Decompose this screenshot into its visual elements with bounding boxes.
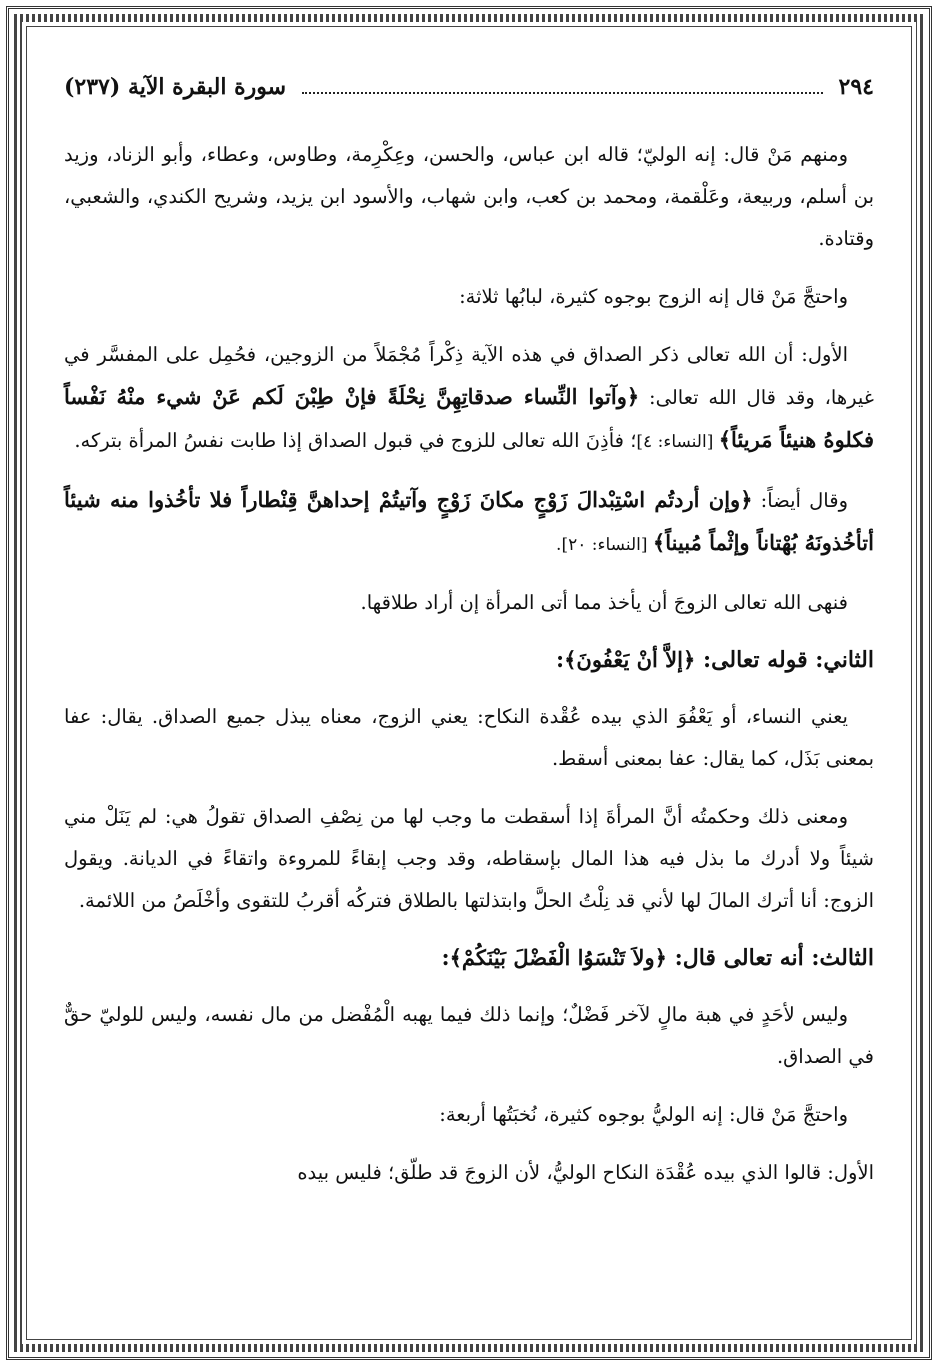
quran-verse: ﴿ولاَ تَنْسَوُا الْفَضْلَ بَيْنَكُمْ﴾ xyxy=(449,945,667,970)
text: الأول: أن الله تعالى ذكر الصداق في هذه الآية ذِكْراً مُجْمَلاً من الزوجين، فحُمِل على المفسَّر في غيرها، وقد قال الله تعالى: xyxy=(64,343,874,409)
heading-end: : xyxy=(556,647,565,673)
section-heading xyxy=(64,640,874,680)
running-title: سورة البقرة الآية (٢٣٧) xyxy=(64,74,287,100)
paragraph: واحتجَّ مَنْ قال إنه الزوج بوجوه كثيرة، لبابُها ثلاثة: xyxy=(459,285,848,308)
text: وقال أيضاً: xyxy=(752,489,848,512)
paragraph: ومنهم مَنْ قال: إنه الوليّ؛ قاله ابن عباس، والحسن، وعِكْرِمة، وطاوس، وعطاء، وأبو الزناد، وزيد بن أسلم، وربيعة، وعَلْقمة، ومحمد بن كعب، وابن شهاب، والأسود ابن يزيد، وشريح الكندي، والشعبي، وقتادة. xyxy=(64,143,874,250)
text: ؛ فأذِنَ الله تعالى للزوج في قبول الصداق إذا طابت نفسُ المرأة بتركه. xyxy=(74,429,637,452)
page-content xyxy=(64,74,874,1326)
running-head xyxy=(64,74,874,100)
quran-verse: ﴿إلاَّ أنْ يَعْفُونَ﴾ xyxy=(564,647,696,672)
quran-verse: ﴿وآتوا النِّساء صدقاتِهِنَّ نِحْلَةً فإنْ طِبْنَ لَكم عَنْ شيء منْهُ نَفْساً فكلوهُ هنيئاً مَريئاً﴾ xyxy=(64,384,874,452)
paragraph: وليس لأحَدٍ في هبة مالٍ لآخر فَضْلٌ؛ وإنما ذلك فيما يهبه الْمُفْضل من مال نفسه، وليس للوليّ حقٌّ في الصداق. xyxy=(64,1003,874,1068)
paragraph xyxy=(64,334,874,463)
paragraph xyxy=(64,479,874,566)
quran-verse: ﴿وإن أردتُم اسْتِبْدالَ زَوْجٍ مكانَ زَوْجٍ وآتيتُمْ إحداهنَّ قِنْطاراً فلا تأخُذوا منه شيئاً أتأخُذونَهُ بُهْتاناً وإثْماً مُبيناً﴾ xyxy=(64,487,874,555)
paragraph: الأول: قالوا الذي بيده عُقْدَة النكاح الوليُّ، لأن الزوجَ قد طلّق؛ فليس بيده xyxy=(297,1161,874,1184)
section-heading xyxy=(64,938,874,978)
verse-reference: [النساء: ٤] xyxy=(636,432,719,452)
verse-reference: [النساء: ٢٠]. xyxy=(556,535,653,555)
heading-label: الثاني: قوله تعالى: xyxy=(695,647,874,673)
heading-end: : xyxy=(441,945,450,971)
paragraph: يعني النساء، أو يَعْفُوَ الذي بيده عُقْدة النكاح: يعني الزوج، معناه يبذل جميع الصداق. يقال: عفا بمعنى بَذَل، كما يقال: عفا بمعنى أسقط. xyxy=(64,705,874,770)
header-dot-leader xyxy=(302,80,823,94)
heading-label: الثالث: أنه تعالى قال: xyxy=(666,945,874,971)
paragraph: ومعنى ذلك وحكمتُه أنَّ المرأةَ إذا أسقطت ما وجب لها من نِصْفِ الصداق تقولُ هي: لم يَنَلْ مني شيئاً ولا أدرك ما بذل فيه هذا المال بإسقاطه، وقد وجب إبقاءً للمروءة واتقاءً في الديانة. ويقول الزوج: أنا أترك المالَ لها لأني قد نِلْتُ الحلَّ وابتذلتها بالطلاق فتركُه أقربُ للتقوى وأخْلَصُ من اللائمة. xyxy=(64,805,874,912)
paragraph: واحتجَّ مَنْ قال: إنه الوليُّ بوجوه كثيرة، نُخبَتُها أربعة: xyxy=(439,1103,848,1126)
page-number: ٢٩٤ xyxy=(838,74,874,100)
paragraph: فنهى الله تعالى الزوجَ أن يأخذ مما أتى المرأة إن أراد طلاقها. xyxy=(360,591,848,614)
